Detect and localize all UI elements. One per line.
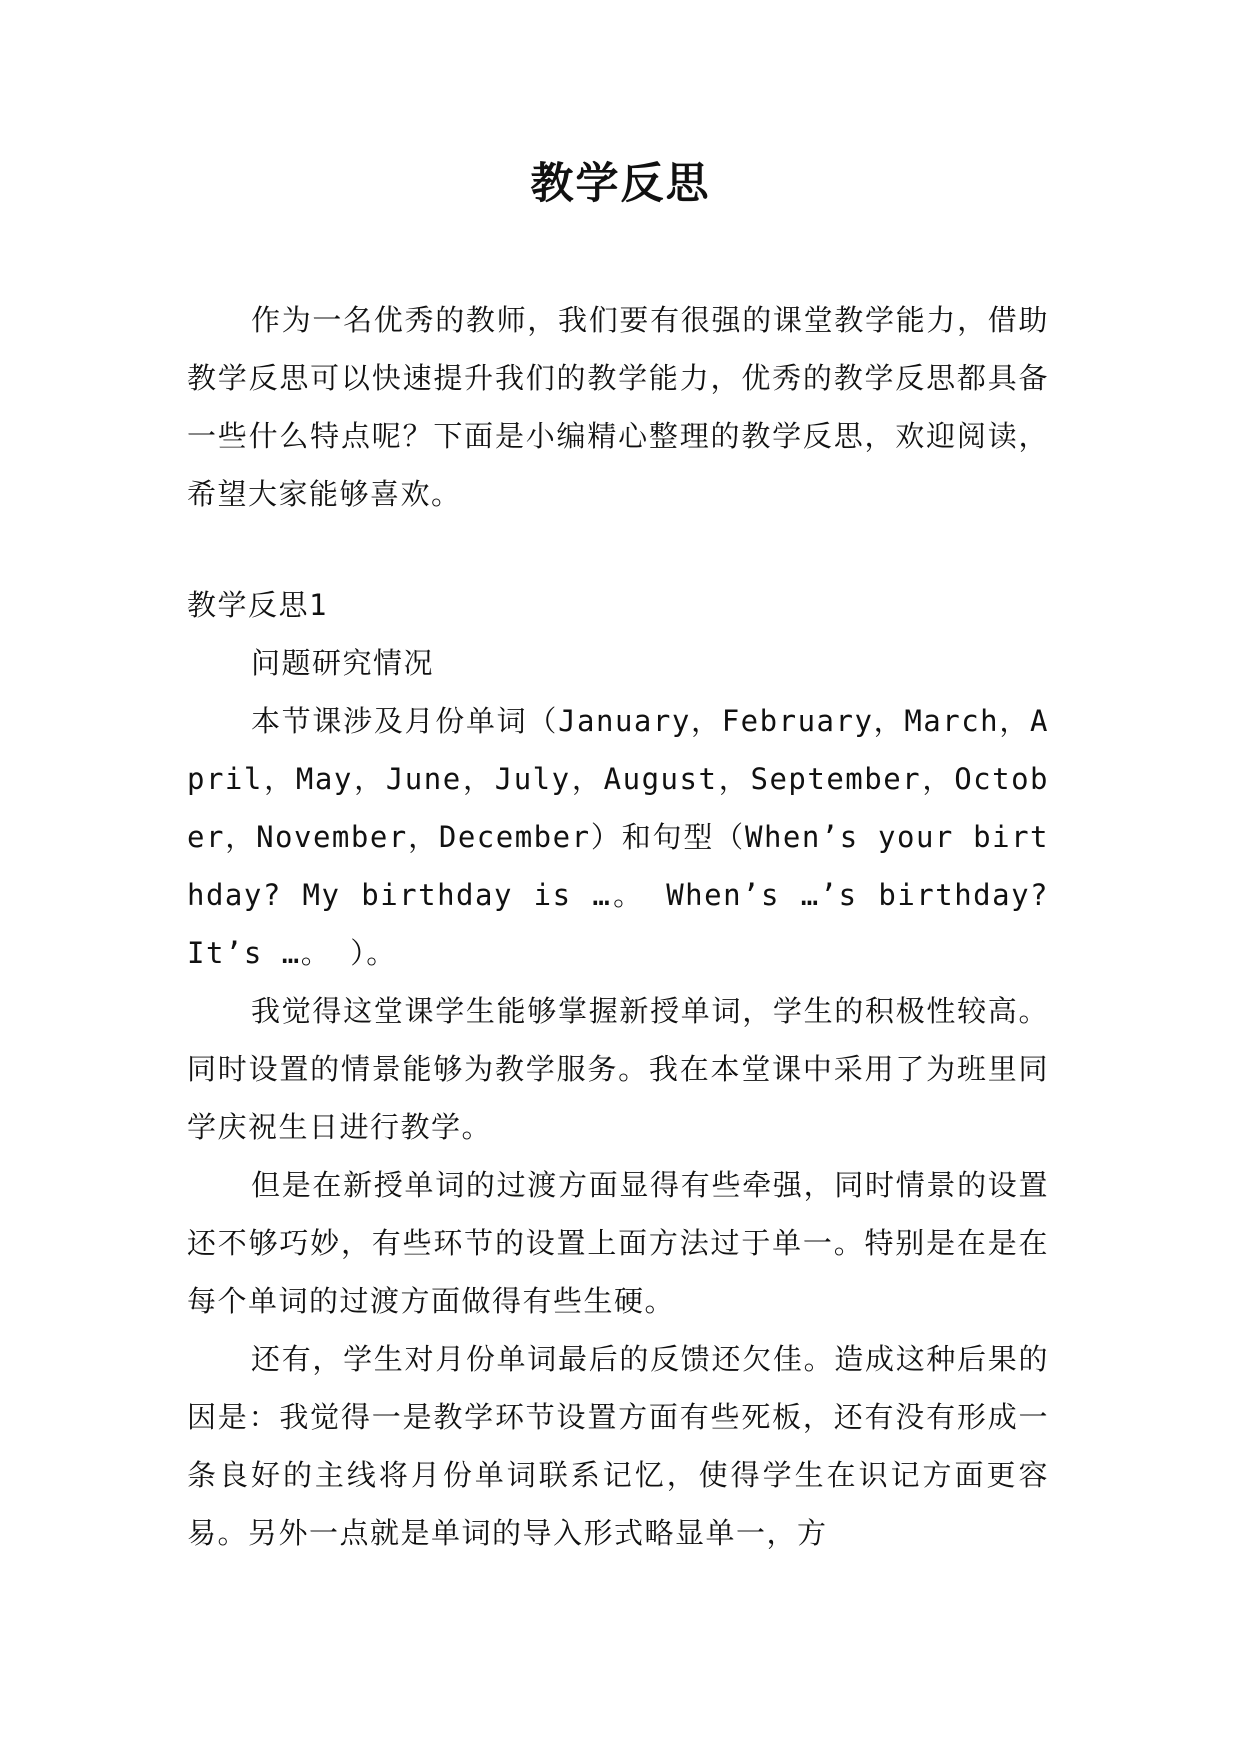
paragraph-4: 还有，学生对月份单词最后的反馈还欠佳。造成这种后果的因是：我觉得一是教学环节设置方面有些死板，还有没有形成一条良好的主线将月份单词联系记忆，使得学生在识记方面更容易。另外一点就是单词的导入形式略显单一，方 <box>187 1342 1049 1550</box>
intro-paragraph: 作为一名优秀的教师，我们要有很强的课堂教学能力，借助教学反思可以快速提升我们的教学能力，优秀的教学反思都具备一些什么特点呢？下面是小编精心整理的教学反思，欢迎阅读，希望大家能够喜欢。 <box>187 303 1049 511</box>
paragraph-3: 但是在新授单词的过渡方面显得有些牵强，同时情景的设置还不够巧妙，有些环节的设置上面方法过于单一。特别是在是在每个单词的过渡方面做得有些生硬。 <box>187 1168 1049 1318</box>
paragraph-2: 我觉得这堂课学生能够掌握新授单词，学生的积极性较高。同时设置的情景能够为教学服务。我在本堂课中采用了为班里同学庆祝生日进行教学。 <box>187 994 1049 1144</box>
paragraph-1: 本节课涉及月份单词（January，February，March，April，May，June，July，August，September，October，November，December）和句型（When’s your birthday? My birthday is …。 When’s …’s birthday? It’s …。 ）。 <box>187 704 1049 970</box>
section-heading: 教学反思1 <box>187 588 328 622</box>
document-title: 教学反思 <box>530 159 711 209</box>
section-body <box>187 576 1049 1562</box>
document-body <box>187 291 1049 523</box>
subheading: 问题研究情况 <box>251 646 435 680</box>
